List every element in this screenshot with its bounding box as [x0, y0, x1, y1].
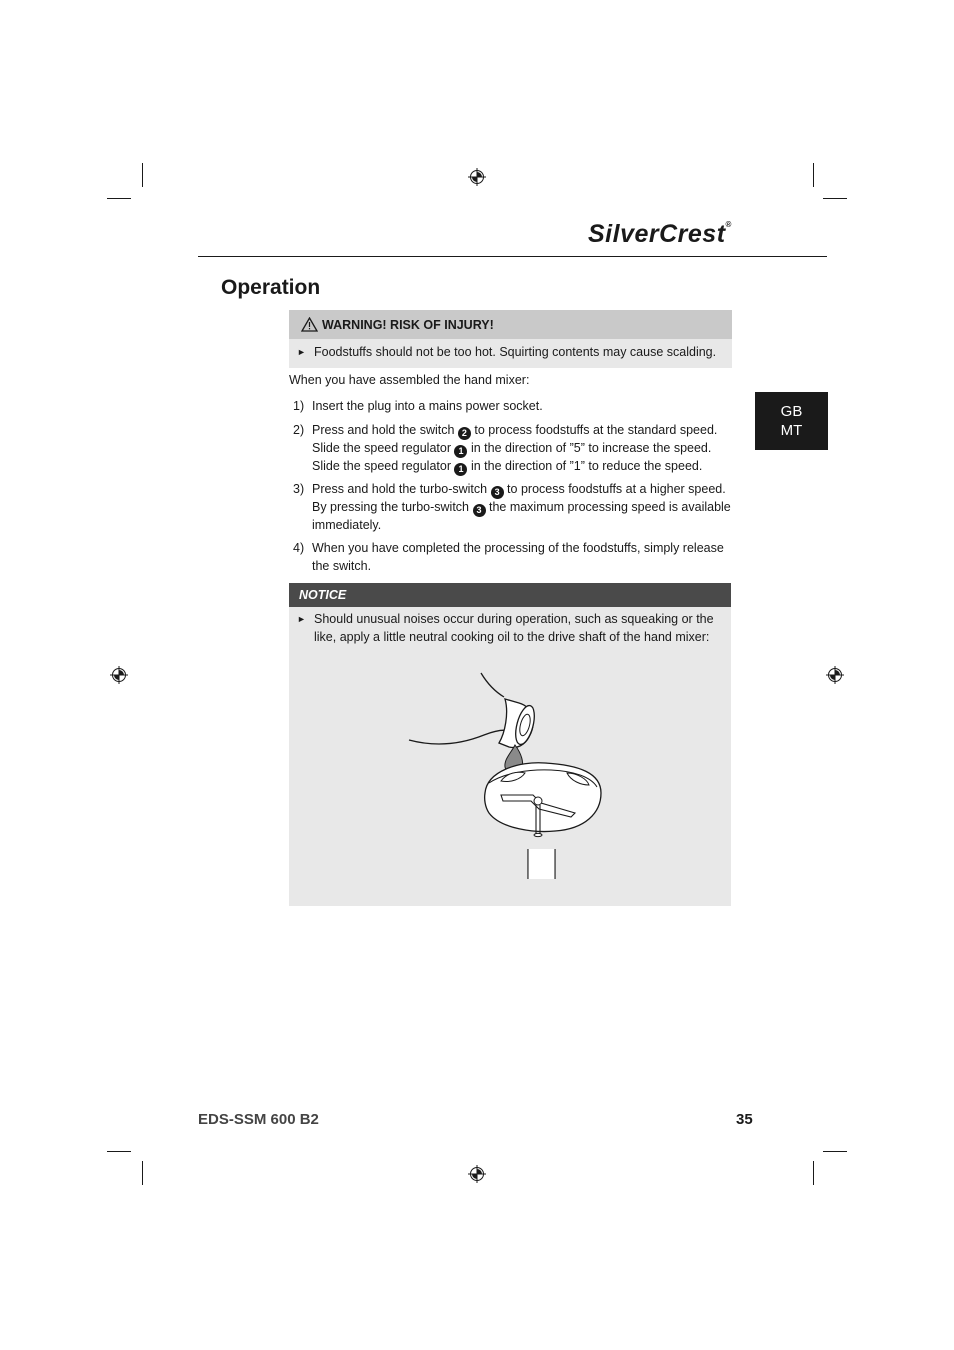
- registration-mark-icon: [826, 666, 844, 684]
- warning-header: [289, 310, 732, 339]
- crop-mark: [823, 198, 847, 199]
- step-number: 3): [293, 482, 305, 496]
- step-number: 4): [293, 541, 305, 555]
- language-tab: [755, 392, 828, 450]
- arrow-bullet-icon: ►: [297, 347, 306, 357]
- list-item: [293, 422, 733, 476]
- warning-item: [289, 339, 732, 362]
- crop-mark: [142, 163, 143, 187]
- page-number: 35: [736, 1111, 753, 1128]
- callout-number: 3: [473, 504, 486, 517]
- crop-mark: [107, 198, 131, 199]
- callout-number: 1: [454, 463, 467, 476]
- crop-mark: [823, 1151, 847, 1152]
- registration-mark-icon: [110, 666, 128, 684]
- step-number: 2): [293, 423, 305, 437]
- list-item: [293, 481, 733, 535]
- brand-name: SilverCrest: [588, 220, 726, 248]
- crop-mark: [813, 1161, 814, 1185]
- oiling-drive-shaft-illustration: [289, 653, 731, 923]
- page-title: Operation: [221, 276, 321, 299]
- model-number: EDS-SSM 600 B2: [198, 1111, 319, 1128]
- step-text: Insert the plug into a mains power socket.: [312, 399, 543, 413]
- list-item: [293, 398, 733, 416]
- callout-number: 2: [458, 427, 471, 440]
- warning-text: Foodstuffs should not be too hot. Squirting contents may cause scalding.: [314, 345, 717, 359]
- header-rule: [198, 256, 827, 257]
- notice-header: NOTICE: [289, 583, 731, 607]
- warning-triangle-icon: [301, 317, 318, 332]
- arrow-bullet-icon: ►: [297, 614, 306, 624]
- callout-number: 3: [491, 486, 504, 499]
- intro-text: When you have assembled the hand mixer:: [289, 373, 530, 387]
- language-code: GB: [780, 403, 803, 420]
- notice-box: [289, 583, 731, 906]
- step-text: When you have completed the processing of the foodstuffs, simply release the switch.: [312, 541, 724, 573]
- step-text: Press and hold the turbo-switch 3 to process foodstuffs at a higher speed. By pressing the turbo-switch 3 the maximum processing speed is available immediately.: [312, 482, 731, 532]
- registered-mark: ®: [725, 220, 732, 229]
- warning-box: [289, 310, 732, 368]
- language-code: MT: [780, 422, 803, 439]
- step-text: Press and hold the switch 2 to process foodstuffs at the standard speed. Slide the speed regulator 1 in the direction of ”5” to increase the speed. Slide the speed regulator 1 in the direction of ”1” to reduce the speed.: [312, 423, 718, 474]
- list-item: [293, 540, 733, 575]
- crop-mark: [813, 163, 814, 187]
- registration-mark-icon: [468, 168, 486, 186]
- step-number: 1): [293, 399, 305, 413]
- crop-mark: [107, 1151, 131, 1152]
- warning-heading: WARNING! RISK OF INJURY!: [322, 317, 494, 332]
- callout-number: 1: [454, 445, 467, 458]
- brand-logo: [588, 220, 732, 249]
- notice-text: Should unusual noises occur during operation, such as squeaking or the like, apply a little neutral cooking oil to the drive shaft of the hand mixer:: [314, 612, 714, 644]
- notice-item: [289, 607, 731, 646]
- registration-mark-icon: [468, 1165, 486, 1183]
- crop-mark: [142, 1161, 143, 1185]
